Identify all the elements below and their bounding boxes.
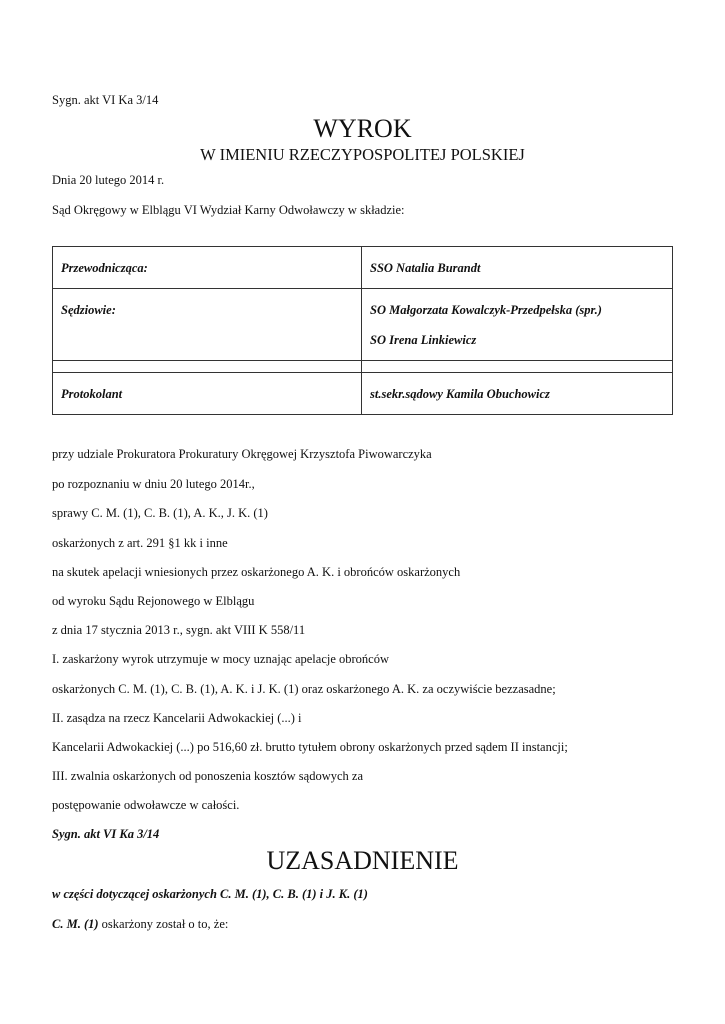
table-row (53, 289, 673, 361)
clerk-name (362, 373, 673, 415)
body-line: oskarżonych z art. 291 §1 kk i inne (52, 536, 228, 550)
court-panel-table (52, 246, 673, 415)
table-row (53, 247, 673, 289)
body-line: III. zwalnia oskarżonych od ponoszenia kosztów sądowych za (52, 769, 364, 783)
table-row (53, 361, 673, 373)
empty-cell (53, 361, 362, 373)
first-line-rest: oskarżony został o to, że: (98, 917, 229, 931)
body-line: na skutek apelacji wniesionych przez oskarżonego A. K. i obrońców oskarżonych (52, 565, 461, 579)
justification-first-line (52, 916, 228, 932)
clerk-label-text: Protokolant (61, 387, 123, 401)
justification-scope: w części dotyczącej oskarżonych C. M. (1), C. B. (1) i J. K. (1) (52, 887, 368, 901)
judge-name: SO Małgorzata Kowalczyk-Przedpełska (spr.) (370, 303, 602, 317)
case-number: Sygn. akt VI Ka 3/14 (52, 93, 159, 107)
judge-name: SO Irena Linkiewicz (370, 333, 477, 347)
date-line: Dnia 20 lutego 2014 r. (52, 173, 165, 187)
body-line: po rozpoznaniu w dniu 20 lutego 2014r., (52, 477, 255, 491)
body-line: II. zasądza na rzecz Kancelarii Adwokackiej (...) i (52, 711, 302, 725)
justification-case-number: Sygn. akt VI Ka 3/14 (52, 827, 160, 841)
presiding-label-text: Przewodnicząca: (61, 261, 148, 275)
table-row (53, 373, 673, 415)
presiding-name-text: SSO Natalia Burandt (370, 261, 481, 275)
body-line: I. zaskarżony wyrok utrzymuje w mocy uznając apelacje obrońców (52, 652, 390, 666)
clerk-name-text: st.sekr.sądowy Kamila Obuchowicz (370, 387, 550, 401)
judges-names (362, 289, 673, 361)
body-line: Kancelarii Adwokackiej (...) po 516,60 zł. brutto tytułem obrony oskarżonych przed sądem II instancji; (52, 740, 568, 754)
empty-cell (362, 361, 673, 373)
presiding-name (362, 247, 673, 289)
judges-label (53, 289, 362, 361)
body-line: oskarżonych C. M. (1), C. B. (1), A. K. i J. K. (1) oraz oskarżonego A. K. za oczywiście bezzasadne; (52, 682, 556, 696)
verdict-subtitle: W IMIENIU RZECZYPOSPOLITEJ POLSKIEJ (200, 145, 525, 164)
court-line: Sąd Okręgowy w Elblągu VI Wydział Karny Odwoławczy w składzie: (52, 203, 405, 217)
body-line: od wyroku Sądu Rejonowego w Elblągu (52, 594, 255, 608)
body-line: postępowanie odwoławcze w całości. (52, 798, 240, 812)
justification-heading: UZASADNIENIE (266, 846, 459, 875)
body-line: sprawy C. M. (1), C. B. (1), A. K., J. K. (1) (52, 506, 268, 520)
clerk-label (53, 373, 362, 415)
body-line: z dnia 17 stycznia 2013 r., sygn. akt VIII K 558/11 (52, 623, 306, 637)
presiding-label (53, 247, 362, 289)
body-line: przy udziale Prokuratora Prokuratury Okręgowej Krzysztofa Piwowarczyka (52, 447, 432, 461)
verdict-title: WYROK (313, 114, 412, 143)
judges-label-text: Sędziowie: (61, 303, 116, 317)
defendant-name: C. M. (1) (52, 917, 99, 931)
